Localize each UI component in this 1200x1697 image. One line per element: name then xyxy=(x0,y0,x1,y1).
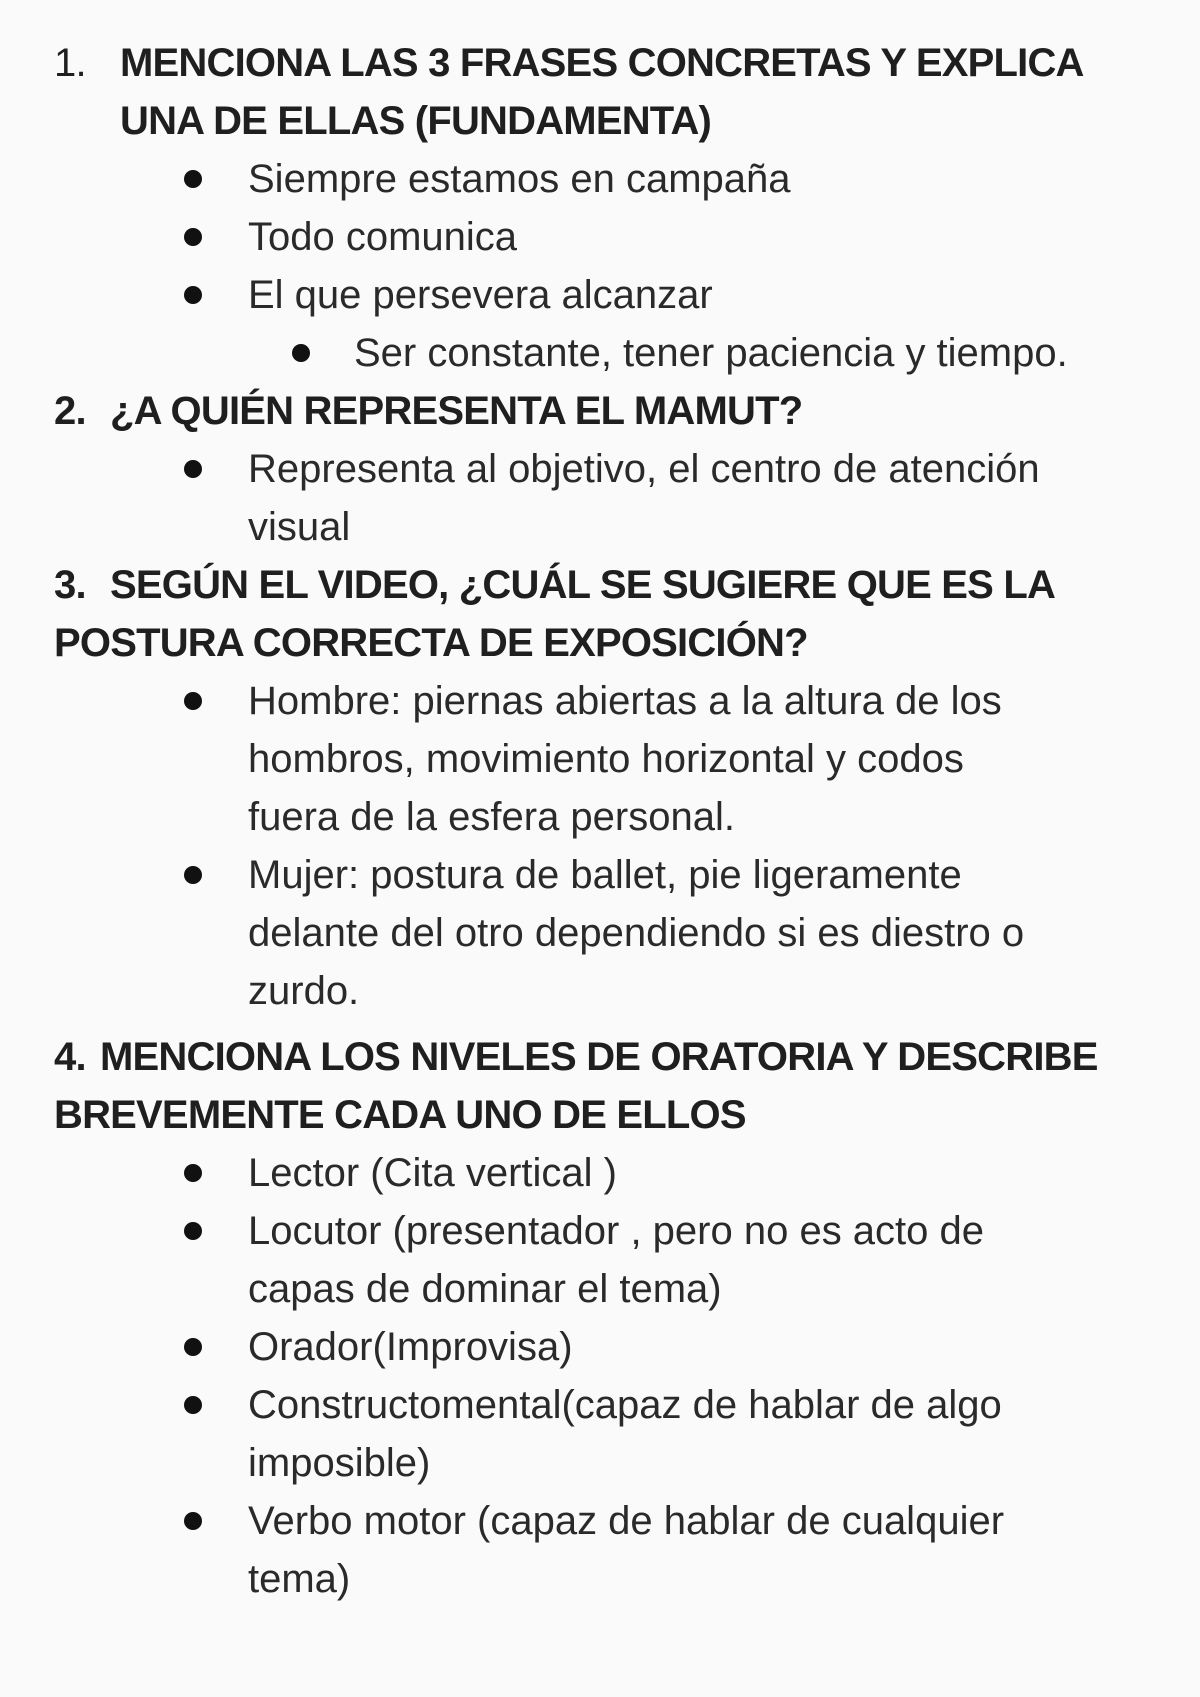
bullet-icon xyxy=(184,1512,202,1530)
question-1-answer-1: Siempre estamos en campaña xyxy=(248,157,791,201)
bullet-icon xyxy=(184,228,202,246)
question-1-answer-2: Todo comunica xyxy=(248,215,518,259)
bullet-icon xyxy=(184,460,202,478)
bullet-icon xyxy=(184,170,202,188)
question-2-number: 2. xyxy=(54,389,86,433)
question-3-number: 3. xyxy=(54,563,86,607)
question-3-answer-1-line-3: fuera de la esfera personal. xyxy=(248,795,735,839)
bullet-icon xyxy=(184,866,202,884)
bullet-icon xyxy=(184,1164,202,1182)
question-3-answer-1-line-1: Hombre: piernas abiertas a la altura de los xyxy=(248,679,1002,723)
question-1-text-line-1: MENCIONA LAS 3 FRASES CONCRETAS Y EXPLICA xyxy=(120,41,1084,85)
bullet-icon xyxy=(184,1396,202,1414)
sub-bullet-icon xyxy=(292,344,310,362)
question-2-answer-1-line-2: visual xyxy=(248,505,351,549)
question-4-answer-3: Orador(Improvisa) xyxy=(248,1325,573,1369)
question-3-text-line-1: SEGÚN EL VIDEO, ¿CUÁL SE SUGIERE QUE ES LA xyxy=(110,563,1056,607)
question-3-text-line-2: POSTURA CORRECTA DE EXPOSICIÓN? xyxy=(54,621,808,665)
question-1-text-line-2: UNA DE ELLAS (FUNDAMENTA) xyxy=(120,99,712,143)
question-4-answer-4-line-1: Constructomental(capaz de hablar de algo xyxy=(248,1383,1002,1427)
question-4-number: 4. xyxy=(54,1035,86,1079)
question-1-sub-answer-1: Ser constante, tener paciencia y tiempo. xyxy=(354,331,1068,375)
question-4-answer-1: Lector (Cita vertical ) xyxy=(248,1151,617,1195)
question-2-text-line-1: ¿A QUIÉN REPRESENTA EL MAMUT? xyxy=(110,389,803,433)
question-2-answer-1-line-1: Representa al objetivo, el centro de atención xyxy=(248,447,1040,491)
bullet-icon xyxy=(184,692,202,710)
question-4-text-line-1: MENCIONA LOS NIVELES DE ORATORIA Y DESCRIBE xyxy=(100,1035,1098,1079)
question-4-answer-4-line-2: imposible) xyxy=(248,1441,431,1485)
question-4-answer-5-line-2: tema) xyxy=(248,1557,351,1601)
question-4-answer-5-line-1: Verbo motor (capaz de hablar de cualquier xyxy=(248,1499,1005,1543)
question-3-answer-2-line-1: Mujer: postura de ballet, pie ligeramente xyxy=(248,853,962,897)
bullet-icon xyxy=(184,1222,202,1240)
question-1-answer-3: El que persevera alcanzar xyxy=(248,273,713,317)
question-3-answer-2-line-2: delante del otro dependiendo si es diestro o xyxy=(248,911,1025,955)
question-3-answer-2-line-3: zurdo. xyxy=(248,969,360,1013)
question-4-text-line-2: BREVEMENTE CADA UNO DE ELLOS xyxy=(54,1093,746,1137)
bullet-icon xyxy=(184,1338,202,1356)
question-1-number: 1. xyxy=(54,41,86,85)
question-4-answer-2-line-2: capas de dominar el tema) xyxy=(248,1267,722,1311)
question-3-answer-1-line-2: hombros, movimiento horizontal y codos xyxy=(248,737,964,781)
bullet-icon xyxy=(184,286,202,304)
question-4-answer-2-line-1: Locutor (presentador , pero no es acto de xyxy=(248,1209,985,1253)
